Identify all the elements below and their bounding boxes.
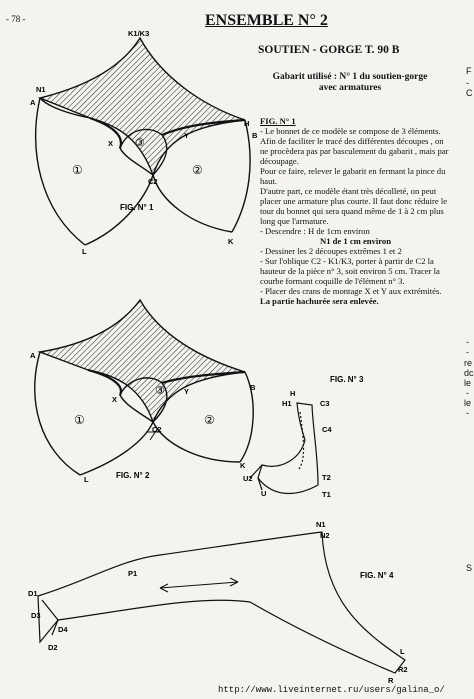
label-k-fig2: K [240,461,246,470]
edge-text: - [466,408,469,418]
label-b-fig2: B [250,383,256,392]
label-n1: N1 [36,85,46,94]
label-f3-h: H [290,389,296,398]
instruction-line: découpage. [260,156,299,166]
gabarit-line-2: avec armatures [318,83,382,93]
edge-text: - [466,347,469,357]
label-f4-l: L [400,647,405,656]
instruction-line: ne procèdera pas par basculement du gabarit , mais par [260,146,449,156]
instruction-line: placer une armature plus courte. Il faut donc réduire le [260,196,448,206]
edge-text: le [464,378,472,388]
instruction-line: Afin de faciliter le tracé des différentes découpes , on [260,136,444,146]
edge-text: C [466,88,473,98]
label-k: K [228,237,234,246]
label-x: X [108,139,114,148]
instruction-line: - Placer des crans de montage X et Y aux extrémités. [260,286,442,296]
label-f3-c3: C3 [320,399,330,408]
label-c2-fig2: C2 [152,425,162,434]
edge-text: - [466,337,469,347]
edge-text: dc [464,368,474,378]
label-a: A [30,98,36,107]
fig3-drawing [250,403,318,494]
fig1-caption: FIG. N° 1 [120,203,154,212]
label-f3-c4: C4 [322,425,332,434]
piece-2-marker: ② [192,163,203,177]
edge-text: le [464,398,472,408]
instruction-line: - Descendre : H de 1cm environ [260,226,370,236]
instruction-line: - Le bonnet de ce modèle se compose de 3 éléments. [260,126,441,136]
subtitle: SOUTIEN - GORGE T. 90 B [258,44,400,56]
label-l-fig2: L [84,475,89,484]
instruction-line: courbe formant coquille de l'élément n° 3. [260,276,405,286]
label-y-fig2: Y [184,387,190,396]
label-f3-u2: U2 [243,474,253,483]
fig1-heading: FIG. N° 1 [260,116,296,126]
instruction-line: hauteur de la pièce n° 3, soit environ 5 cm. Tracer la [260,266,440,276]
label-f4-r2: R2 [398,665,408,674]
label-b: B [252,131,258,140]
label-f4-r: R [388,676,394,685]
label-f3-t2: T2 [322,473,331,482]
label-x-fig2: X [112,395,118,404]
instruction-line: Pour ce faire, relever le gabarit en fermant la pince du [260,166,446,176]
piece-3-marker-fig2: ③ [155,384,165,397]
label-f3-u: U [261,489,267,498]
page-number: - 78 - [6,14,26,24]
edge-text: - [466,78,469,88]
instruction-line: D'autre part, ce modèle étant très décolleté, on peut [260,186,437,196]
instruction-line: haut. [260,176,277,186]
label-a-fig2: A [30,351,36,360]
label-f4-d2: D2 [48,643,58,652]
fig3-caption: FIG. N° 3 [330,375,364,384]
instruction-line: tour du bonnet qui sera quand même de 1 à 2 cm plus [260,206,444,216]
label-f4-d3: D3 [31,611,41,620]
label-f3-t1: T1 [322,490,331,499]
label-y: Y [184,131,190,140]
edge-text: F [466,66,472,76]
label-k1k3: K1/K3 [128,29,150,38]
fig2-caption: FIG. N° 2 [116,471,150,480]
edge-text: re [464,358,473,368]
label-f4-n2: N2 [320,531,330,540]
label-f4-n1: N1 [316,520,326,529]
instruction-line: N1 de 1 cm environ [320,236,391,246]
source-url: http://www.liveinternet.ru/users/galina_o/ [218,685,445,695]
label-f4-p1: P1 [128,569,138,578]
piece-1-marker: ① [72,163,83,177]
label-f4-d1: D1 [28,589,38,598]
gabarit-line-1: Gabarit utilisé : N° 1 du soutien-gorge [272,72,428,82]
fig2-drawing [35,300,253,475]
label-c2: C2 [148,177,158,186]
label-f3-h1: H1 [282,399,292,408]
edge-text: - [466,388,469,398]
piece-3-marker: ③ [135,136,145,149]
fig4-drawing [38,532,405,673]
fig4-caption: FIG. N° 4 [360,571,394,580]
instruction-line: La partie hachurée sera enlevée. [260,296,379,306]
instruction-line: - Sur l'oblique C2 - K1/K3, porter à partir de C2 la [260,256,434,266]
piece-2-marker-fig2: ② [204,413,215,427]
ensemble-title: ENSEMBLE N° 2 [205,12,328,29]
label-h: H [244,119,250,128]
label-f4-d4: D4 [58,625,68,634]
piece-1-marker-fig2: ① [74,413,85,427]
instruction-line: long que l'armature. [260,216,329,226]
label-l: L [82,247,87,256]
edge-text: S [466,563,473,573]
instruction-line: - Dessiner les 2 découpes extrêmes 1 et 2 [260,246,402,256]
